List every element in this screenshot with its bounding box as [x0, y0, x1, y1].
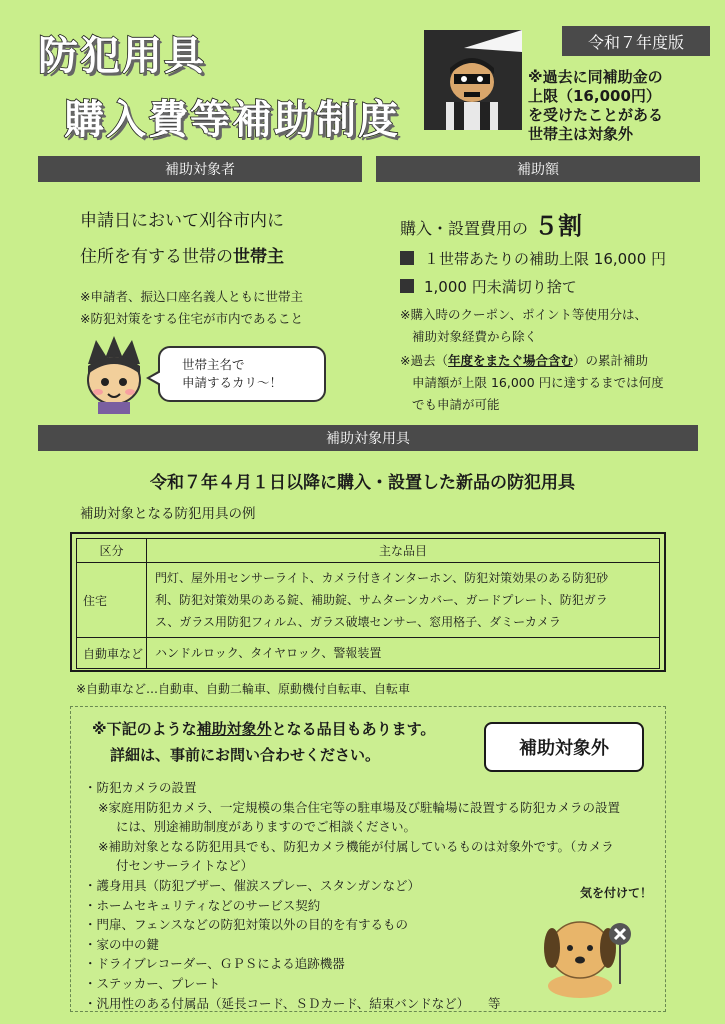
list-item: ・門扉、フェンスなどの防犯対策以外の目的を有するもの — [84, 917, 409, 933]
col-category-header: 区分 — [77, 539, 147, 563]
list-item: ・家の中の鍵 — [84, 936, 160, 952]
amount-item1: １世帯あたりの補助上限 16,000 円 — [400, 248, 666, 269]
table-row: 住宅 門灯、屋外用センサーライト、カメラ付きインターホン、防犯対策効果のある防犯砂 利、防犯対策効果のある錠、補助錠、サムターンカバー、ガードプレート、防犯ガラ ス、ガラス用防犯フィルム、ガラス破壊センサー、窓用格子、ダミーカメラ — [77, 563, 660, 638]
items-footnote: ※自動車など…自動車、自動二輪車、原動機付自転車、自転車 — [76, 682, 411, 696]
dog-mascot-icon — [540, 904, 636, 1000]
list-item: ・護身用具（防犯ブザー、催涙スプレー、スタンガンなど） — [84, 877, 421, 893]
eligibility-note2: ※防犯対策をする住宅が市内であること — [80, 311, 303, 326]
items-table — [70, 532, 666, 672]
mascot-speech-bubble: 世帯主名で 申請するカリ～！ — [158, 346, 326, 402]
exclusions-label: 補助対象外 — [484, 722, 644, 772]
eligibility-note: ※過去に同補助金の 上限（16,000円） を受けたことがある 世帯主は対象外 — [528, 68, 664, 143]
list-item: ・汎用性のある付属品（延長コード、ＳＤカード、結束バンドなど） 等 — [84, 995, 501, 1011]
amount-main: 購入・設置費用の ５割 — [400, 212, 583, 240]
list-item: ・ステッカー、プレート — [84, 975, 221, 991]
items-header: 補助対象用具 — [38, 425, 698, 451]
burglar-illustration-icon — [424, 30, 522, 130]
amount-note2: ※過去（年度をまたぐ場合含む）の累計補助 申請額が上限 16,000 円に達するまでは何度 でも申請が可能 — [400, 353, 664, 412]
items-headline: 令和７年４月１日以降に購入・設置した新品の防犯用具 — [150, 473, 575, 493]
list-item: ・ホームセキュリティなどのサービス契約 — [84, 897, 321, 913]
eligibility-line1: 申請日において刈谷市内に — [80, 211, 284, 231]
mascot-icon — [80, 334, 148, 414]
eligibility-header: 補助対象者 — [38, 156, 362, 182]
list-item: ※家庭用防犯カメラ、一定規模の集合住宅等の駐車場及び駐輪場に設置する防犯カメラの設置 — [98, 799, 620, 815]
list-item: ※補助対象となる防犯用具でも、防犯カメラ機能が付属しているものは対象外です。（カメラ — [98, 838, 614, 854]
list-item: 付センサーライトなど） — [116, 858, 254, 874]
exclusions-title: ※下記のような補助対象外となる品目もあります。 — [92, 720, 436, 738]
list-item: ・ドライブレコーダー、ＧＰＳによる追跡機器 — [84, 956, 345, 972]
list-item: ・防犯カメラの設置 — [84, 780, 197, 795]
title-line2: 購入費等補助制度 — [64, 97, 400, 143]
table-row: 自動車など ハンドルロック、タイヤロック、警報装置 — [77, 638, 660, 669]
list-item: には、別途補助制度がありますのでご相談ください。 — [116, 819, 417, 835]
amount-header: 補助額 — [376, 156, 700, 182]
eligibility-line2: 住所を有する世帯の世帯主 — [80, 247, 284, 267]
col-items-header: 主な品目 — [147, 539, 660, 563]
amount-item2: 1,000 円未満切り捨て — [400, 276, 577, 297]
eligibility-note1: ※申請者、振込口座名義人ともに世帯主 — [80, 289, 303, 304]
title-line1: 防犯用具 — [38, 33, 206, 79]
exclusions-subtitle: 詳細は、事前にお問い合わせください。 — [110, 746, 381, 764]
caution-text: 気を付けて！ — [580, 886, 653, 900]
edition-badge: 令和７年度版 — [562, 26, 710, 56]
items-subheading: 補助対象となる防犯用具の例 — [80, 506, 256, 522]
amount-note1: ※購入時のクーポン、ポイント等使用分は、 補助対象経費から除く — [400, 307, 647, 344]
